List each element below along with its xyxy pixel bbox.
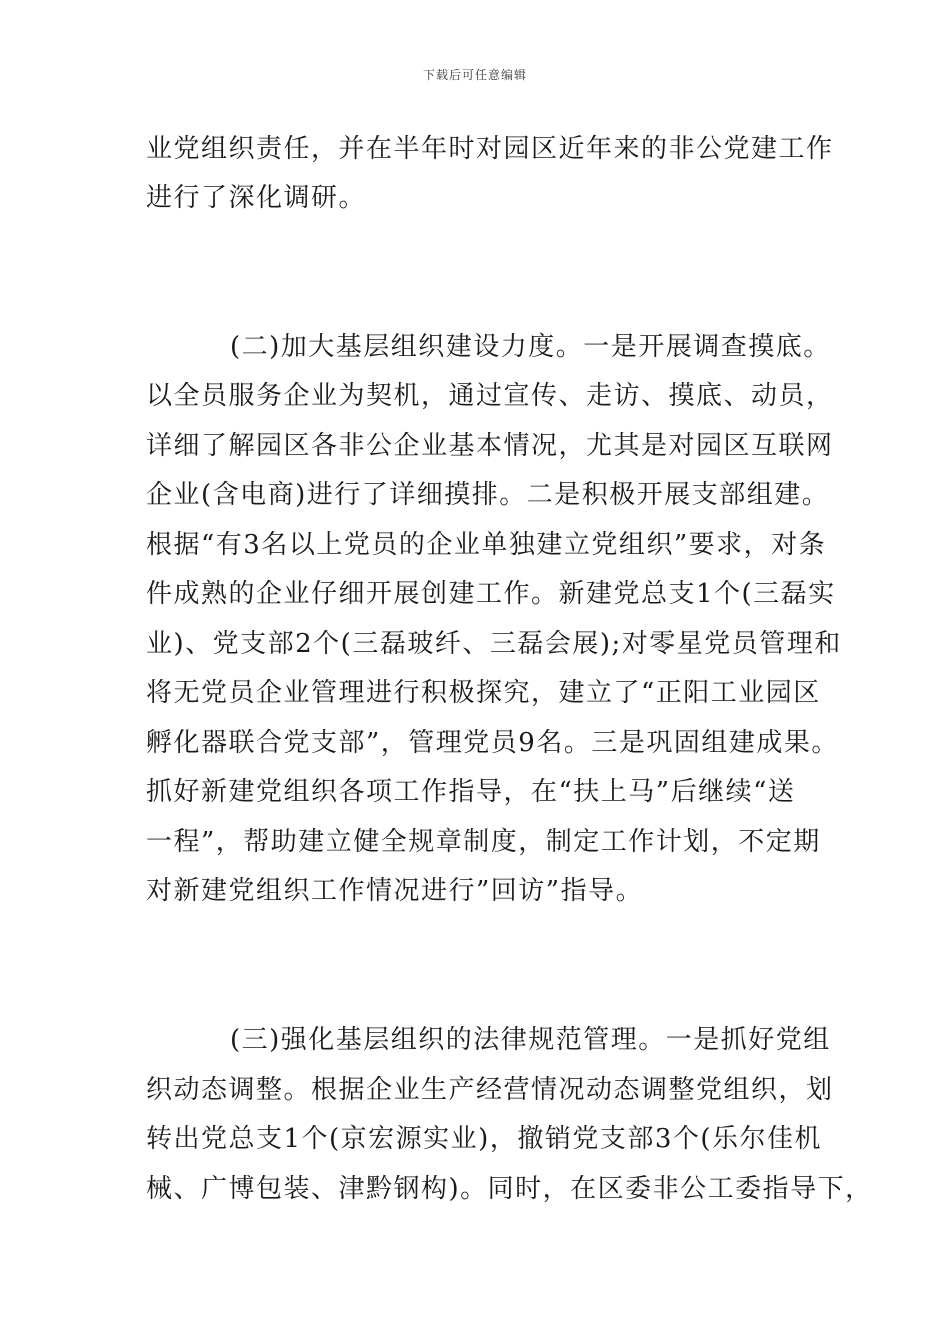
paragraph-2-line-8: 将无党员企业管理进行积极探究，建立了“正阳工业园区 bbox=[146, 678, 821, 708]
paragraph-2-line-2: 以全员服务企业为契机，通过宣传、走访、摸底、动员， bbox=[146, 381, 834, 411]
page-header: 下载后可任意编辑 bbox=[422, 68, 527, 82]
paragraph-2-line-4: 企业(含电商)进行了详细摸排。二是积极开展支部组建。 bbox=[146, 480, 830, 510]
paragraph-2-line-6: 件成熟的企业仔细开展创建工作。新建党总支1个(三磊实 bbox=[146, 579, 836, 609]
paragraph-1-line-1: 业党组织责任，并在半年时对园区近年来的非公党建工作 bbox=[146, 134, 834, 164]
paragraph-2-line-5: 根据“有3名以上党员的企业单独建立党组织”要求，对条 bbox=[146, 530, 827, 560]
paragraph-3-line-1: (三)强化基层组织的法律规范管理。一是抓好党组 bbox=[230, 1025, 831, 1055]
paragraph-2-line-10: 抓好新建党组织各项工作指导，在“扶上马”后继续“送 bbox=[146, 777, 796, 807]
paragraph-3-line-3: 转出党总支1个(京宏源实业)，撤销党支部3个(乐尔佳机 bbox=[146, 1124, 823, 1154]
paragraph-2-line-12: 对新建党组织工作情况进行”回访”指导。 bbox=[146, 876, 644, 906]
paragraph-3-line-4: 械、广博包装、津黔钢构)。同时，在区委非公工委指导下， bbox=[146, 1174, 873, 1204]
paragraph-2-line-9: 孵化器联合党支部”，管理党员9名。三是巩固组建成果。 bbox=[146, 728, 839, 758]
paragraph-2-line-11: 一程”，帮助建立健全规章制度，制定工作计划，不定期 bbox=[146, 827, 821, 857]
paragraph-2-line-7: 业)、党支部2个(三磊玻纤、三磊会展);对零星党员管理和 bbox=[146, 629, 842, 659]
paragraph-2-line-3: 详细了解园区各非公企业基本情况，尤其是对园区互联网 bbox=[146, 431, 834, 461]
paragraph-2-line-1: (二)加大基层组织建设力度。一是开展调查摸底。 bbox=[230, 332, 831, 362]
paragraph-3-line-2: 织动态调整。根据企业生产经营情况动态调整党组织，划 bbox=[146, 1075, 834, 1105]
paragraph-1-line-2: 进行了深化调研。 bbox=[146, 183, 367, 213]
